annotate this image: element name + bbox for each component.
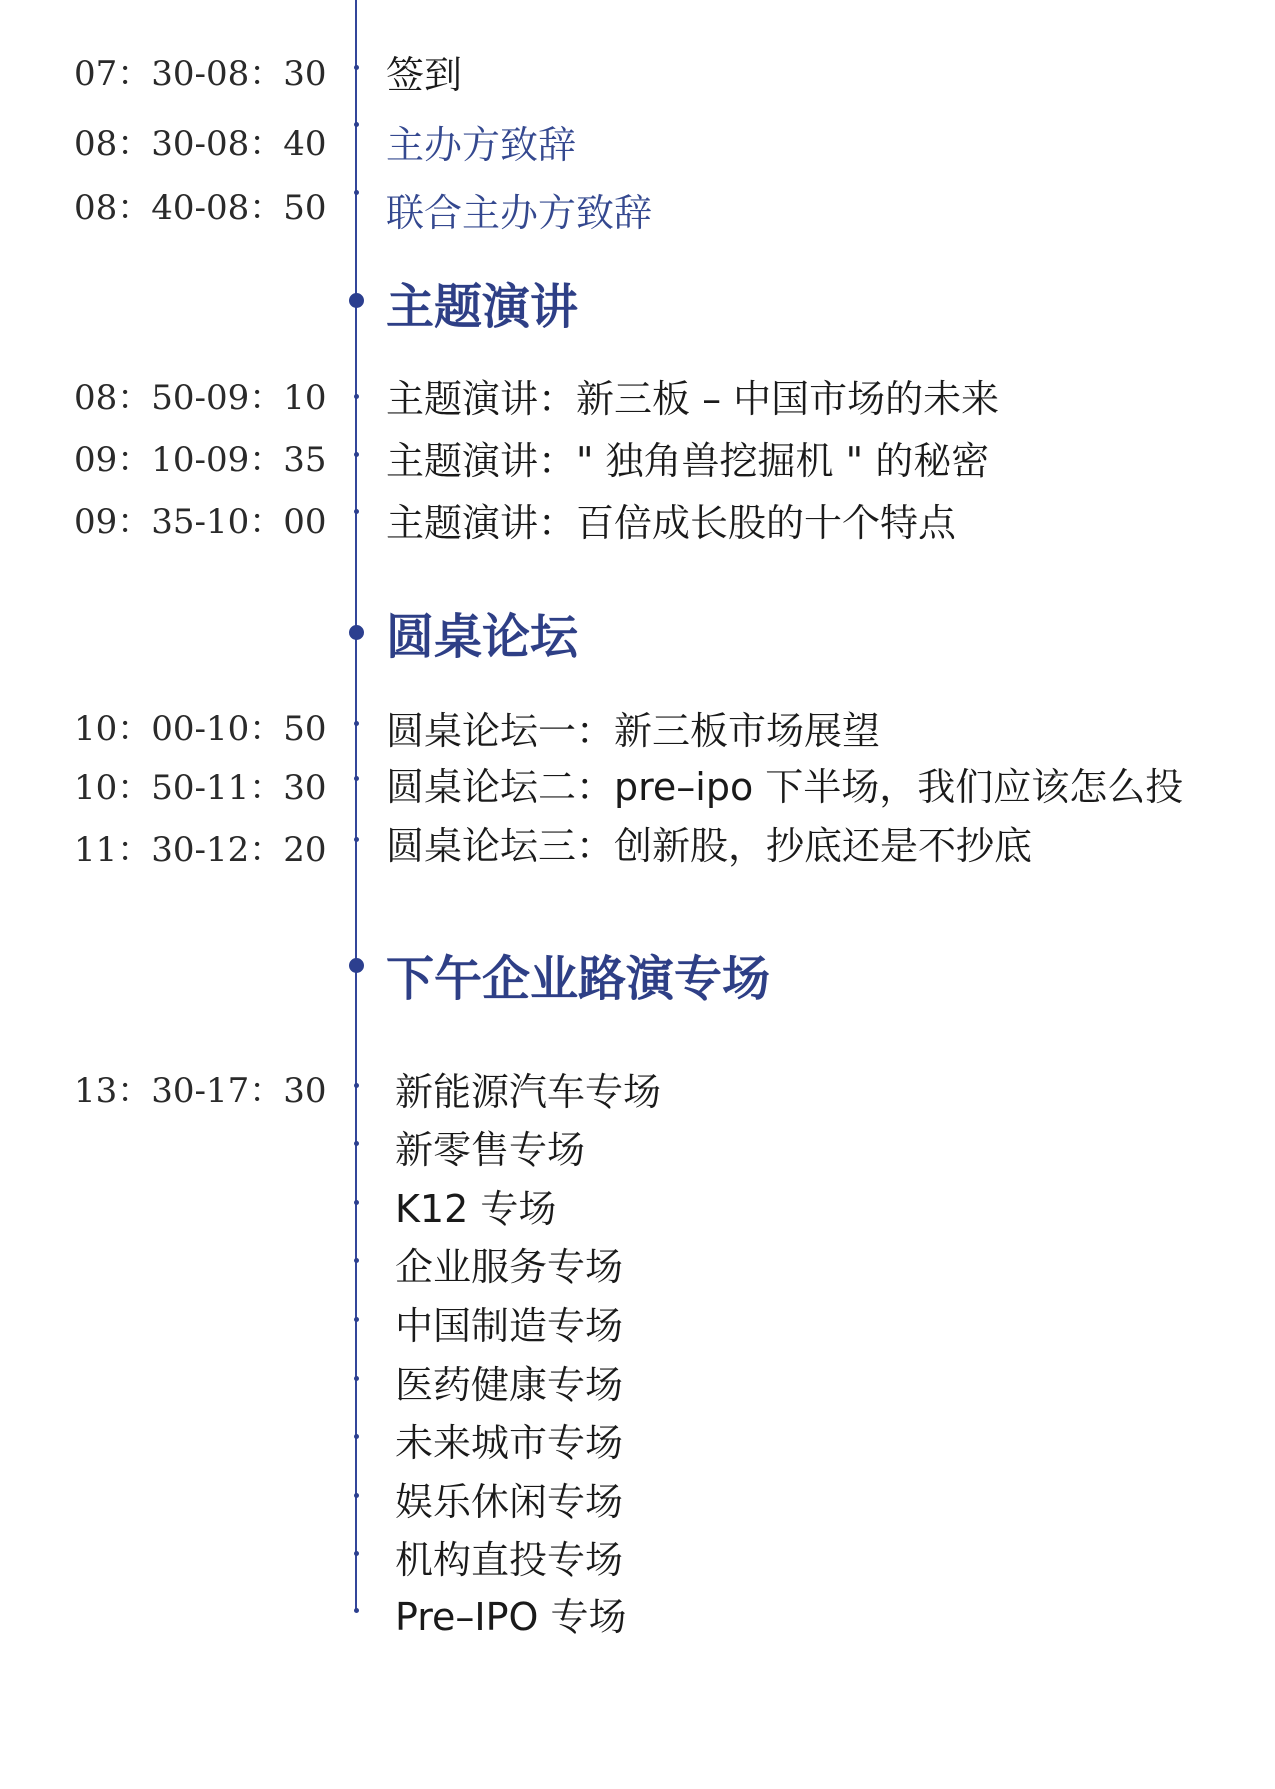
timeline-dot	[354, 1434, 359, 1439]
session-title: 签到	[386, 53, 463, 97]
timeline-dot	[354, 1258, 359, 1263]
timeline-dot	[354, 1608, 359, 1613]
timeline-dot	[354, 721, 359, 726]
roadshow-item: 中国制造专场	[395, 1304, 624, 1348]
session-time: 09：35-10：00	[74, 502, 327, 542]
session-title: 主题演讲：百倍成长股的十个特点	[386, 501, 957, 545]
timeline-dot	[354, 394, 359, 399]
timeline-dot	[354, 122, 359, 127]
section-heading: 下午企业路演专场	[386, 951, 771, 1007]
session-time: 10：50-11：30	[74, 768, 327, 808]
session-time: 11：30-12：20	[74, 830, 327, 870]
roadshow-item: Pre–IPO 专场	[395, 1595, 627, 1639]
session-title: 圆桌论坛三：创新股，抄底还是不抄底	[386, 824, 1033, 868]
session-time: 07：30-08：30	[74, 54, 327, 94]
session-title: 主办方致辞	[386, 123, 577, 167]
session-time: 08：40-08：50	[74, 188, 327, 228]
section-dot	[349, 293, 364, 308]
session-title: 主题演讲：" 独角兽挖掘机 " 的秘密	[386, 439, 990, 483]
roadshow-item: 娱乐休闲专场	[395, 1480, 624, 1524]
roadshow-item: 新零售专场	[395, 1128, 586, 1172]
timeline-dot	[354, 776, 359, 781]
roadshow-item: 企业服务专场	[395, 1245, 624, 1289]
session-title: 圆桌论坛二：pre–ipo 下半场，我们应该怎么投	[386, 765, 1184, 809]
section-heading: 圆桌论坛	[386, 609, 579, 665]
timeline-dot	[354, 1141, 359, 1146]
roadshow-item: K12 专场	[395, 1187, 557, 1231]
roadshow-item: 医药健康专场	[395, 1363, 624, 1407]
roadshow-item: 机构直投专场	[395, 1538, 624, 1582]
session-title: 圆桌论坛一：新三板市场展望	[386, 709, 881, 753]
session-title: 主题演讲：新三板 – 中国市场的未来	[386, 377, 1000, 421]
roadshow-item: 未来城市专场	[395, 1421, 624, 1465]
section-dot	[349, 958, 364, 973]
session-time: 10：00-10：50	[74, 709, 327, 749]
timeline-dot	[354, 1493, 359, 1498]
roadshow-item: 新能源汽车专场	[395, 1070, 662, 1114]
timeline-dot	[354, 1376, 359, 1381]
timeline-dot	[354, 509, 359, 514]
session-time: 09：10-09：35	[74, 440, 327, 480]
timeline-line	[355, 0, 357, 1612]
section-dot	[349, 625, 364, 640]
session-title: 联合主办方致辞	[386, 191, 653, 235]
timeline-dot	[354, 1551, 359, 1556]
timeline-dot	[354, 65, 359, 70]
timeline-dot	[354, 190, 359, 195]
timeline-dot	[354, 1083, 359, 1088]
timeline-dot	[354, 837, 359, 842]
timeline-dot	[354, 1317, 359, 1322]
session-time: 08：30-08：40	[74, 124, 327, 164]
session-time: 13：30-17：30	[74, 1071, 327, 1111]
section-heading: 主题演讲	[386, 279, 579, 335]
timeline-dot	[354, 1200, 359, 1205]
timeline-dot	[354, 452, 359, 457]
session-time: 08：50-09：10	[74, 378, 327, 418]
